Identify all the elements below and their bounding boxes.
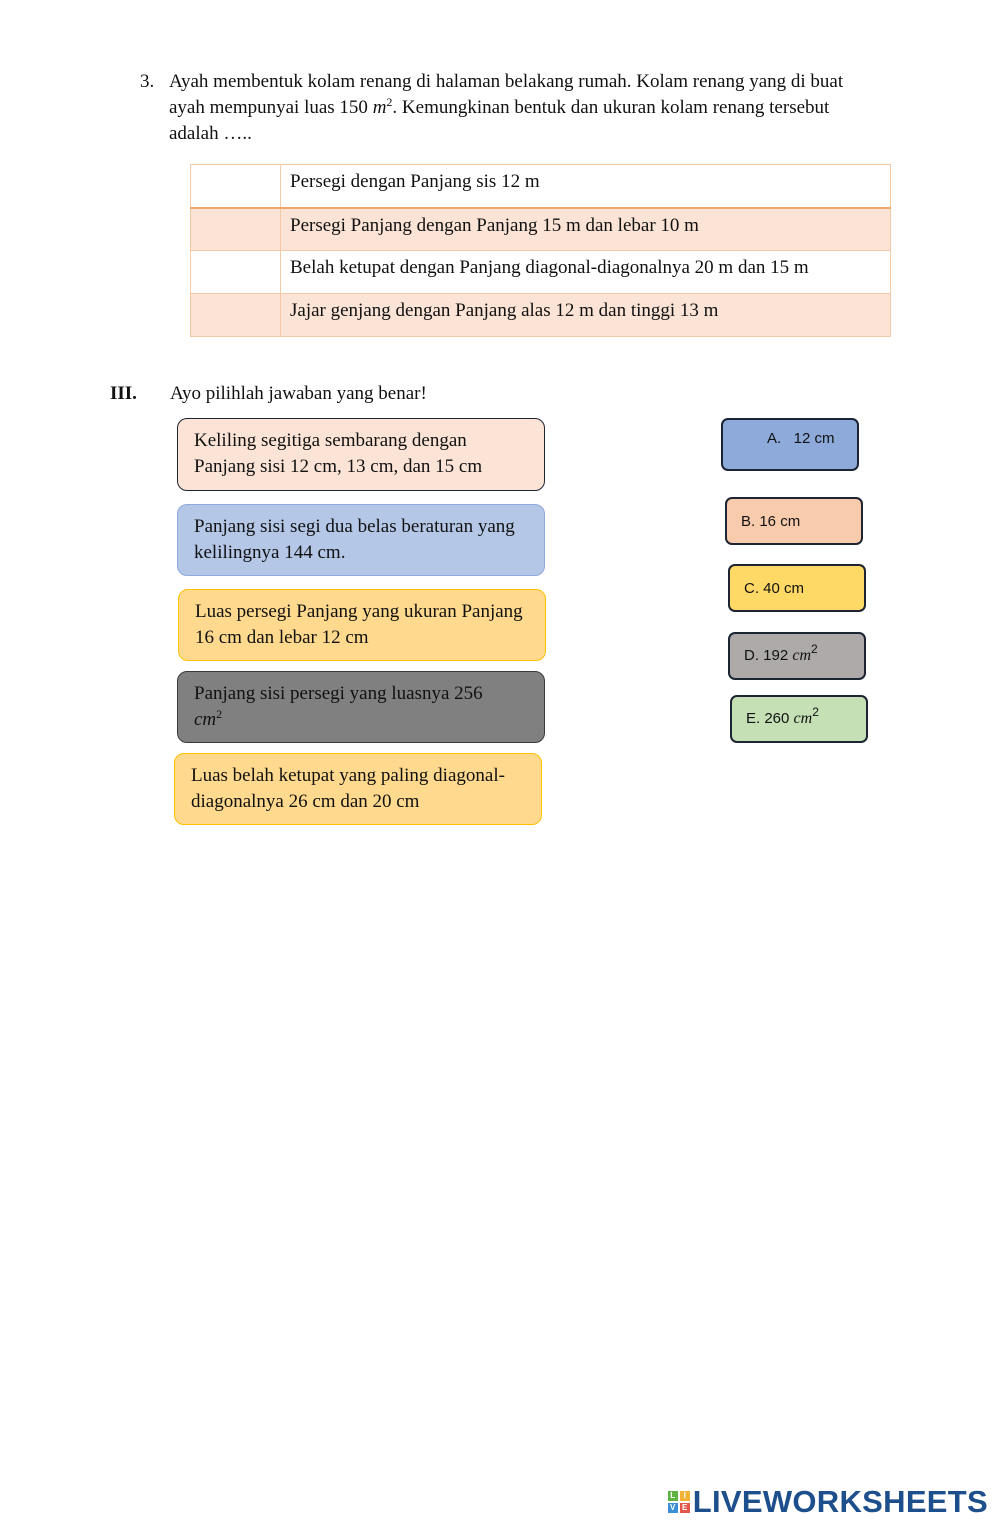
option-table	[190, 164, 891, 337]
answer-box-b[interactable]	[725, 497, 863, 545]
answer-label: A. 12 cm	[767, 430, 835, 447]
answer-box-a[interactable]	[721, 418, 859, 471]
answer-checkbox[interactable]	[191, 294, 281, 337]
answer-checkbox[interactable]	[191, 165, 281, 208]
logo-tile-e: E	[680, 1503, 690, 1513]
logo-icon	[668, 1491, 690, 1513]
answer-label: B. 16 cm	[741, 512, 801, 530]
option-text: Persegi Panjang dengan Panjang 15 m dan lebar 10 m	[281, 208, 891, 251]
question-text: Ayah membentuk kolam renang di halaman belakang rumah. Kolam renang yang di buat ayah mempunyai luas 150 $m^2$. Kemungkinan bentuk dan ukuran kolam renang tersebut adalah …..	[169, 71, 844, 144]
question-box-text: Panjang sisi segi dua belas beraturan yang kelilingnya 144 cm.	[194, 516, 515, 563]
matching-question-box[interactable]	[178, 589, 546, 661]
question-box-text: Panjang sisi persegi yang luasnya 256	[194, 683, 483, 704]
logo-tile-l: L	[668, 1491, 678, 1501]
option-row	[191, 208, 891, 251]
question-box-text: Luas persegi Panjang yang ukuran Panjang 16 cm dan lebar 12 cm	[195, 601, 523, 648]
matching-question-box[interactable]	[177, 504, 545, 576]
answer-label: D. 192 $cm^2$	[744, 642, 818, 664]
logo-text: LIVEWORKSHEETS	[692, 1484, 988, 1519]
question-number: 3.	[140, 71, 155, 92]
answer-label: E. 260 $cm^2$	[746, 705, 819, 727]
logo-tile-i: I	[680, 1491, 690, 1501]
liveworksheets-logo	[668, 1484, 988, 1520]
answer-box-c[interactable]	[728, 564, 866, 612]
logo-tile-v: V	[668, 1503, 678, 1513]
matching-question-box[interactable]	[177, 418, 545, 491]
answer-checkbox[interactable]	[191, 251, 281, 294]
answer-box-e[interactable]	[730, 695, 868, 743]
option-text: Persegi dengan Panjang sis 12 m	[281, 165, 891, 208]
unit-exponent: 2	[216, 707, 223, 721]
matching-question-box[interactable]	[174, 753, 542, 825]
option-row	[191, 251, 891, 294]
question-box-text: Keliling segitiga sembarang dengan Panjang sisi 12 cm, 13 cm, dan 15 cm	[194, 430, 483, 477]
question-box-text: Luas belah ketupat yang paling diagonal-diagonalnya 26 cm dan 20 cm	[191, 765, 505, 812]
option-text: Belah ketupat dengan Panjang diagonal-diagonalnya 20 m dan 15 m	[281, 251, 891, 294]
answer-label: C. 40 cm	[744, 579, 805, 597]
answer-checkbox[interactable]	[191, 208, 281, 251]
answer-box-d[interactable]	[728, 632, 866, 680]
option-text: Jajar genjang dengan Panjang alas 12 m dan tinggi 13 m	[281, 294, 891, 337]
section-number: III.	[110, 383, 137, 404]
unit-math: cm	[194, 709, 217, 730]
section-title: Ayo pilihlah jawaban yang benar!	[170, 383, 427, 404]
option-row	[191, 165, 891, 208]
option-row	[191, 294, 891, 337]
matching-question-box[interactable]	[177, 671, 545, 743]
